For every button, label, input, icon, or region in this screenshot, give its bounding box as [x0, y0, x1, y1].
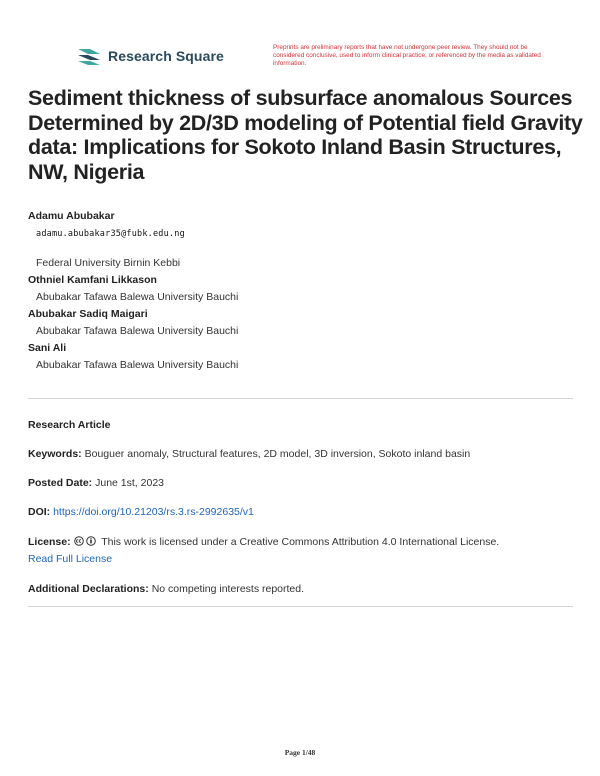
divider: [28, 398, 573, 399]
preprint-disclaimer: Preprints are preliminary reports that have not undergone peer review. They should not be considered conclusive, used to inform clinical practice, or referenced by the media as validated information.: [273, 44, 541, 67]
article-type-label: Research Article: [28, 419, 111, 431]
doi-row: [28, 504, 573, 520]
declarations-label: Additional Declarations:: [28, 583, 149, 595]
paper-title: Sediment thickness of subsurface anomalous Sources Determined by 2D/3D modeling of Potential field Gravity data: Implications for Sokoto Inland Basin Structures, NW, Nigeria: [28, 86, 583, 184]
page-header: [76, 44, 541, 74]
divider: [28, 606, 573, 607]
author-name: Adamu Abubakar: [28, 210, 115, 222]
read-full-license-link[interactable]: Read Full License: [28, 553, 113, 565]
keywords-value: Bouguer anomaly, Structural features, 2D model, 3D inversion, Sokoto inland basin: [84, 448, 471, 460]
author-name: Othniel Kamfani Likkason: [28, 274, 157, 286]
cc-icon: [74, 536, 84, 546]
author-affiliation: Abubakar Tafawa Balewa University Bauchi: [36, 325, 239, 337]
author-email[interactable]: adamu.abubakar35@fubk.edu.ng: [36, 229, 185, 239]
author-name: Abubakar Sadiq Maigari: [28, 308, 148, 320]
author-name: Sani Ali: [28, 342, 67, 354]
page-number: Page 1/48: [284, 748, 316, 757]
posted-date-label: Posted Date:: [28, 477, 93, 489]
license-row: [28, 534, 573, 567]
research-square-logo[interactable]: [76, 46, 224, 66]
keywords-label: Keywords:: [28, 448, 82, 460]
by-icon: [86, 536, 96, 546]
author-affiliation: Abubakar Tafawa Balewa University Bauchi: [36, 359, 239, 371]
author-affiliation: Abubakar Tafawa Balewa University Bauchi: [36, 291, 239, 303]
license-label: License:: [28, 536, 71, 548]
research-square-logo-icon: [76, 46, 102, 66]
keywords-row: [28, 446, 573, 462]
author-list: [28, 208, 568, 374]
doi-link[interactable]: https://doi.org/10.21203/rs.3.rs-2992635/v1: [53, 506, 254, 518]
declarations-value: No competing interests reported.: [151, 583, 305, 595]
posted-date-value: June 1st, 2023: [95, 477, 164, 489]
spacer: [28, 245, 568, 255]
article-type: [28, 417, 573, 433]
posted-date-row: [28, 475, 573, 491]
doi-label: DOI:: [28, 506, 51, 518]
declarations-row: [28, 581, 573, 597]
brand-name: Research Square: [108, 48, 224, 64]
license-text: This work is licensed under a Creative Commons Attribution 4.0 International License.: [101, 536, 500, 548]
author-affiliation: Federal University Birnin Kebbi: [36, 257, 181, 269]
cc-license-icons[interactable]: [74, 535, 97, 551]
